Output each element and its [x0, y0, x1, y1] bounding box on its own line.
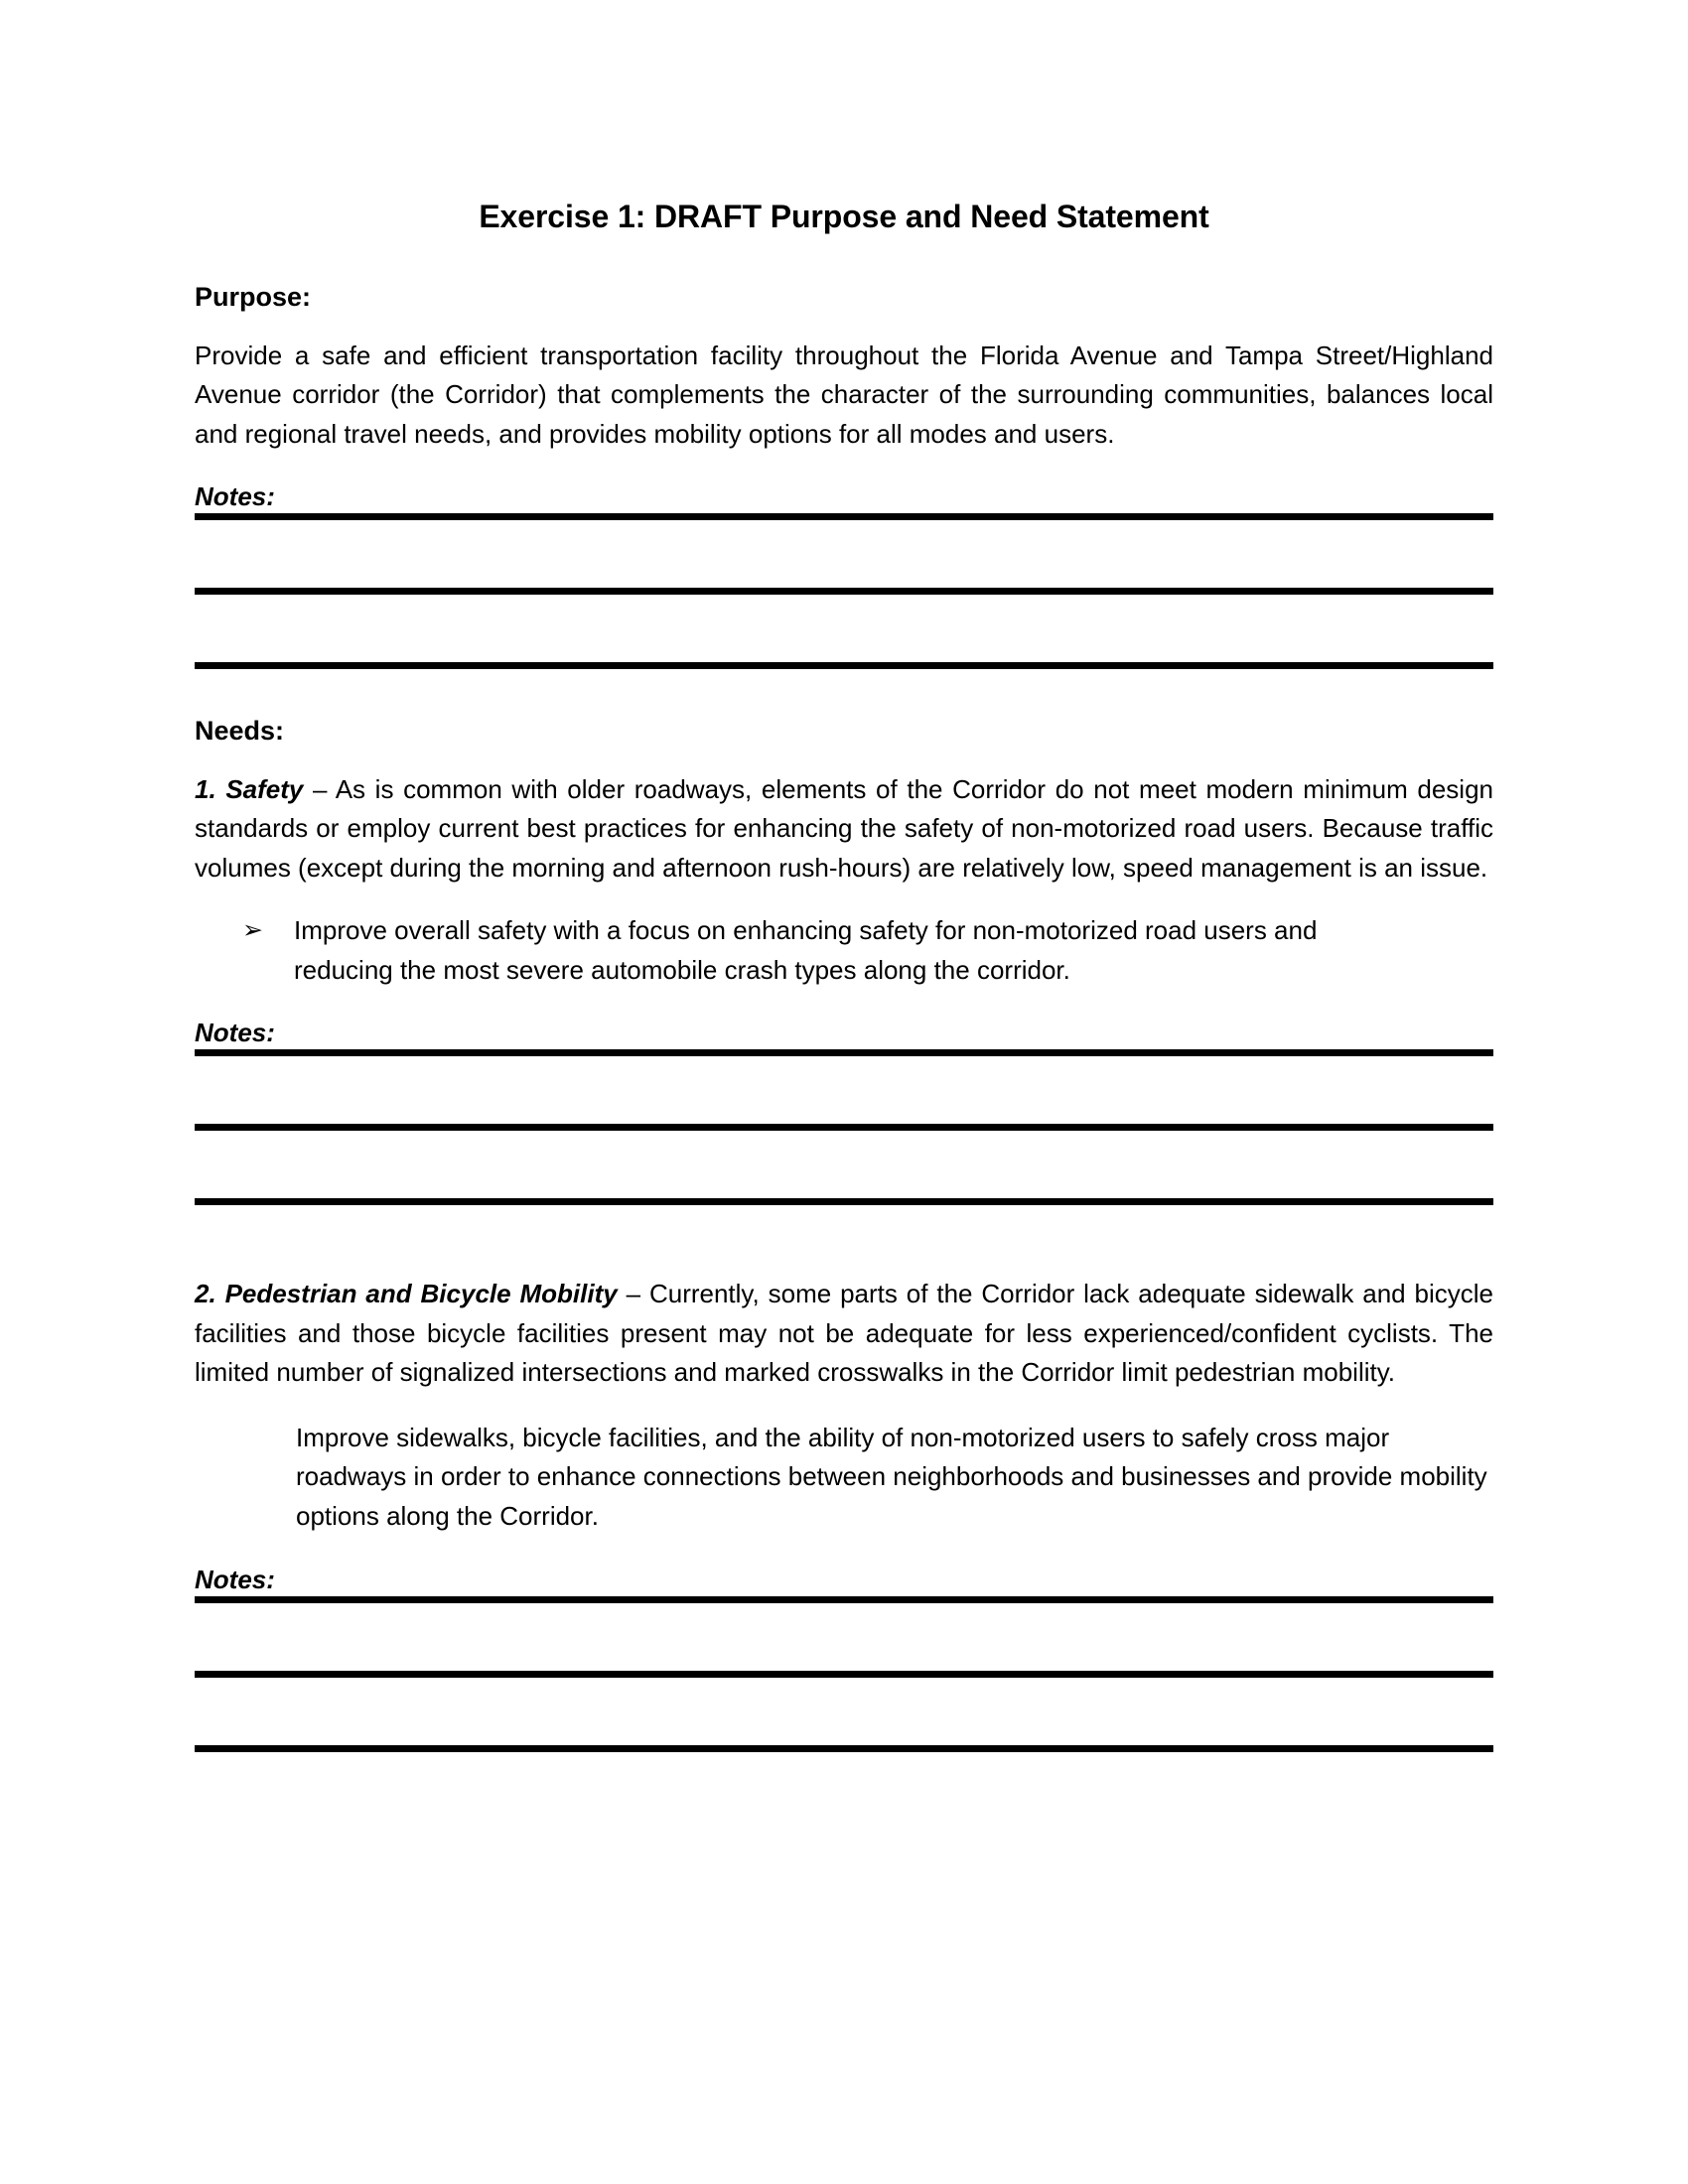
need-1-body — [195, 749, 1493, 888]
need-1-notes-block — [195, 990, 1493, 1205]
need-2-label: 2. Pedestrian and Bicycle Mobility — [195, 1279, 618, 1309]
notes-write-space[interactable] — [195, 1056, 1493, 1124]
need-2-body — [195, 1253, 1493, 1393]
need-2-dash: – — [617, 1279, 649, 1309]
arrowhead-bullet-icon: ➢ — [242, 916, 263, 945]
notes-write-line[interactable] — [195, 1671, 1493, 1678]
needs-heading: Needs: — [195, 716, 285, 747]
purpose-body: Provide a safe and efficient transportation facility throughout the Florida Avenue and Tampa Street/Highland Avenue corridor (the Corridor) that complements the character of the surrounding communities, balances local and regional travel needs, and provides mobility options for all modes and users. — [195, 340, 1493, 449]
notes-label: Notes: — [195, 1018, 275, 1048]
notes-write-line[interactable] — [195, 1124, 1493, 1131]
notes-label: Notes: — [195, 481, 275, 512]
notes-write-line[interactable] — [195, 1198, 1493, 1205]
notes-write-line[interactable] — [195, 588, 1493, 595]
notes-write-space[interactable] — [195, 520, 1493, 588]
notes-write-space[interactable] — [195, 1678, 1493, 1745]
notes-write-line[interactable] — [195, 1745, 1493, 1752]
notes-write-line[interactable] — [195, 1596, 1493, 1603]
need-2-indented-text: Improve sidewalks, bicycle facilities, and the ability of non-motorized users to safely cross major roadways in order to enhance connections between neighborhoods and businesses and provide mobility options along the Corridor. — [296, 1422, 1487, 1531]
need-1-text: As is common with older roadways, elements of the Corridor do not meet modern minimum design standards or employ current best practices for enhancing the safety of non-motorized road users. Because traffic volumes (except during the morning and afternoon rush-hours) are relatively low, speed management is an issue. — [195, 773, 1493, 883]
notes-write-line[interactable] — [195, 662, 1493, 669]
notes-write-line[interactable] — [195, 1049, 1493, 1056]
page-title: Exercise 1: DRAFT Purpose and Need Statement — [479, 199, 1209, 234]
notes-write-line[interactable] — [195, 513, 1493, 520]
notes-write-space[interactable] — [195, 1603, 1493, 1671]
notes-write-space[interactable] — [195, 1131, 1493, 1198]
section-spacer — [195, 1205, 1493, 1253]
need-2-text: Currently, some parts of the Corridor lack adequate sidewalk and bicycle facilities and those bicycle facilities present may not be adequate for less experienced/confident cyclists. The limited number of signalized intersections and marked crosswalks in the Corridor limit pedestrian mobility. — [195, 1279, 1493, 1388]
notes-label: Notes: — [195, 1564, 275, 1594]
purpose-notes-block — [195, 454, 1493, 669]
document-content — [195, 0, 1493, 1752]
need-1-bullet-item — [195, 887, 1493, 990]
need-1-label: 1. Safety — [195, 773, 304, 804]
notes-write-space[interactable] — [195, 595, 1493, 662]
need-1-bullet-text: Improve overall safety with a focus on enhancing safety for non-motorized road users and reducing the most severe automobile crash types along the corridor. — [294, 915, 1318, 985]
need-2-notes-block — [195, 1537, 1493, 1752]
purpose-heading: Purpose: — [195, 281, 312, 312]
need-1-dash: – — [303, 773, 336, 804]
